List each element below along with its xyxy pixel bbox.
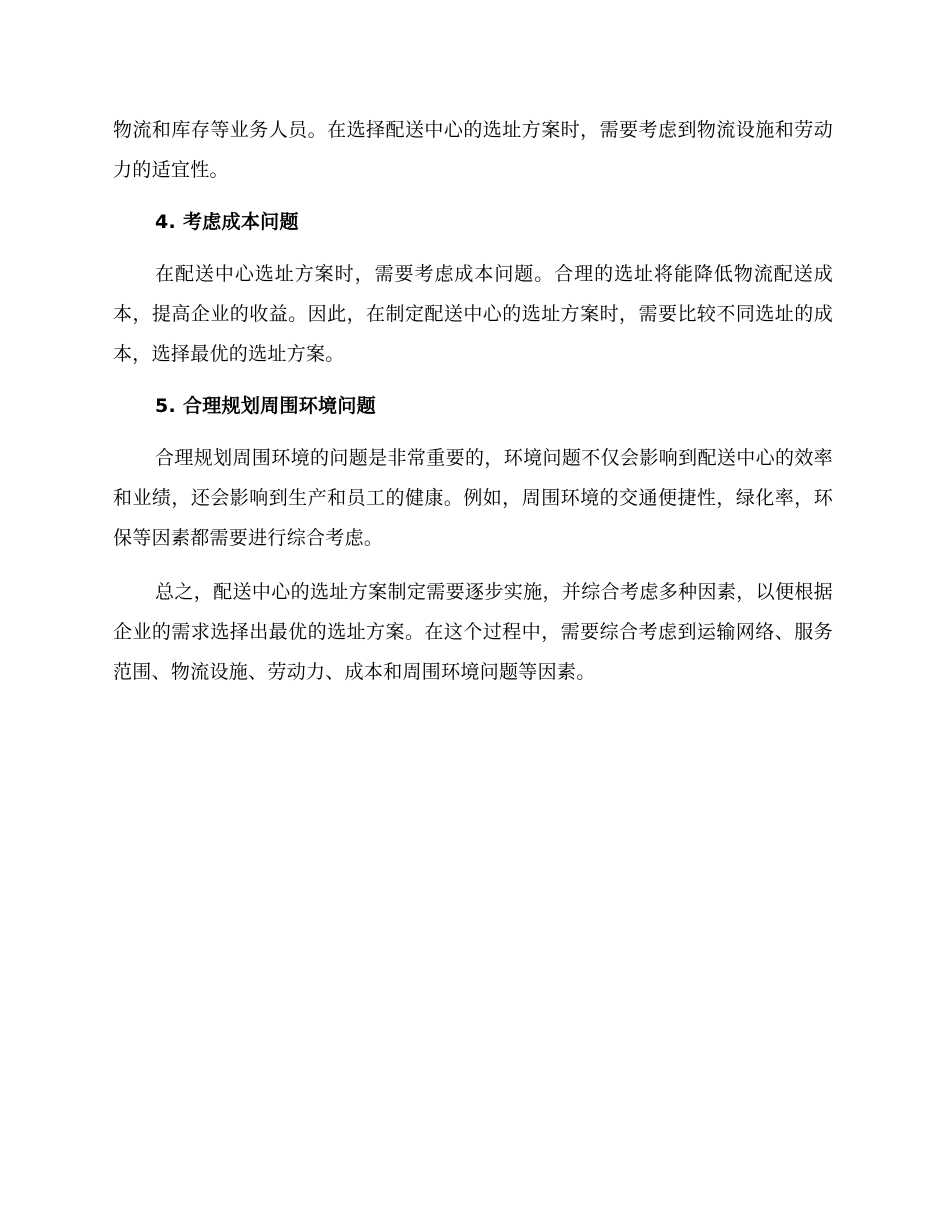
section-heading-5: 5. 合理规划周围环境问题 — [155, 395, 376, 417]
paragraph-continued: 物流和库存等业务人员。在选择配送中心的选址方案时，需要考虑到物流设施和劳动力的适宜性。 — [113, 119, 833, 181]
paragraph-environment: 合理规划周围环境的问题是非常重要的，环境问题不仅会影响到配送中心的效率和业绩，还会影响到生产和员工的健康。例如，周围环境的交通便捷性，绿化率，环保等因素都需要进行综合考虑。 — [113, 447, 833, 549]
paragraph-conclusion: 总之，配送中心的选址方案制定需要逐步实施，并综合考虑多种因素，以便根据企业的需求选择出最优的选址方案。在这个过程中，需要综合考虑到运输网络、服务范围、物流设施、劳动力、成本和周围环境问题等因素。 — [113, 581, 833, 683]
document-body — [113, 110, 833, 692]
paragraph-cost: 在配送中心选址方案时，需要考虑成本问题。合理的选址将能降低物流配送成本，提高企业的收益。因此，在制定配送中心的选址方案时，需要比较不同选址的成本，选择最优的选址方案。 — [113, 263, 833, 365]
section-heading-4: 4. 考虑成本问题 — [155, 211, 299, 233]
